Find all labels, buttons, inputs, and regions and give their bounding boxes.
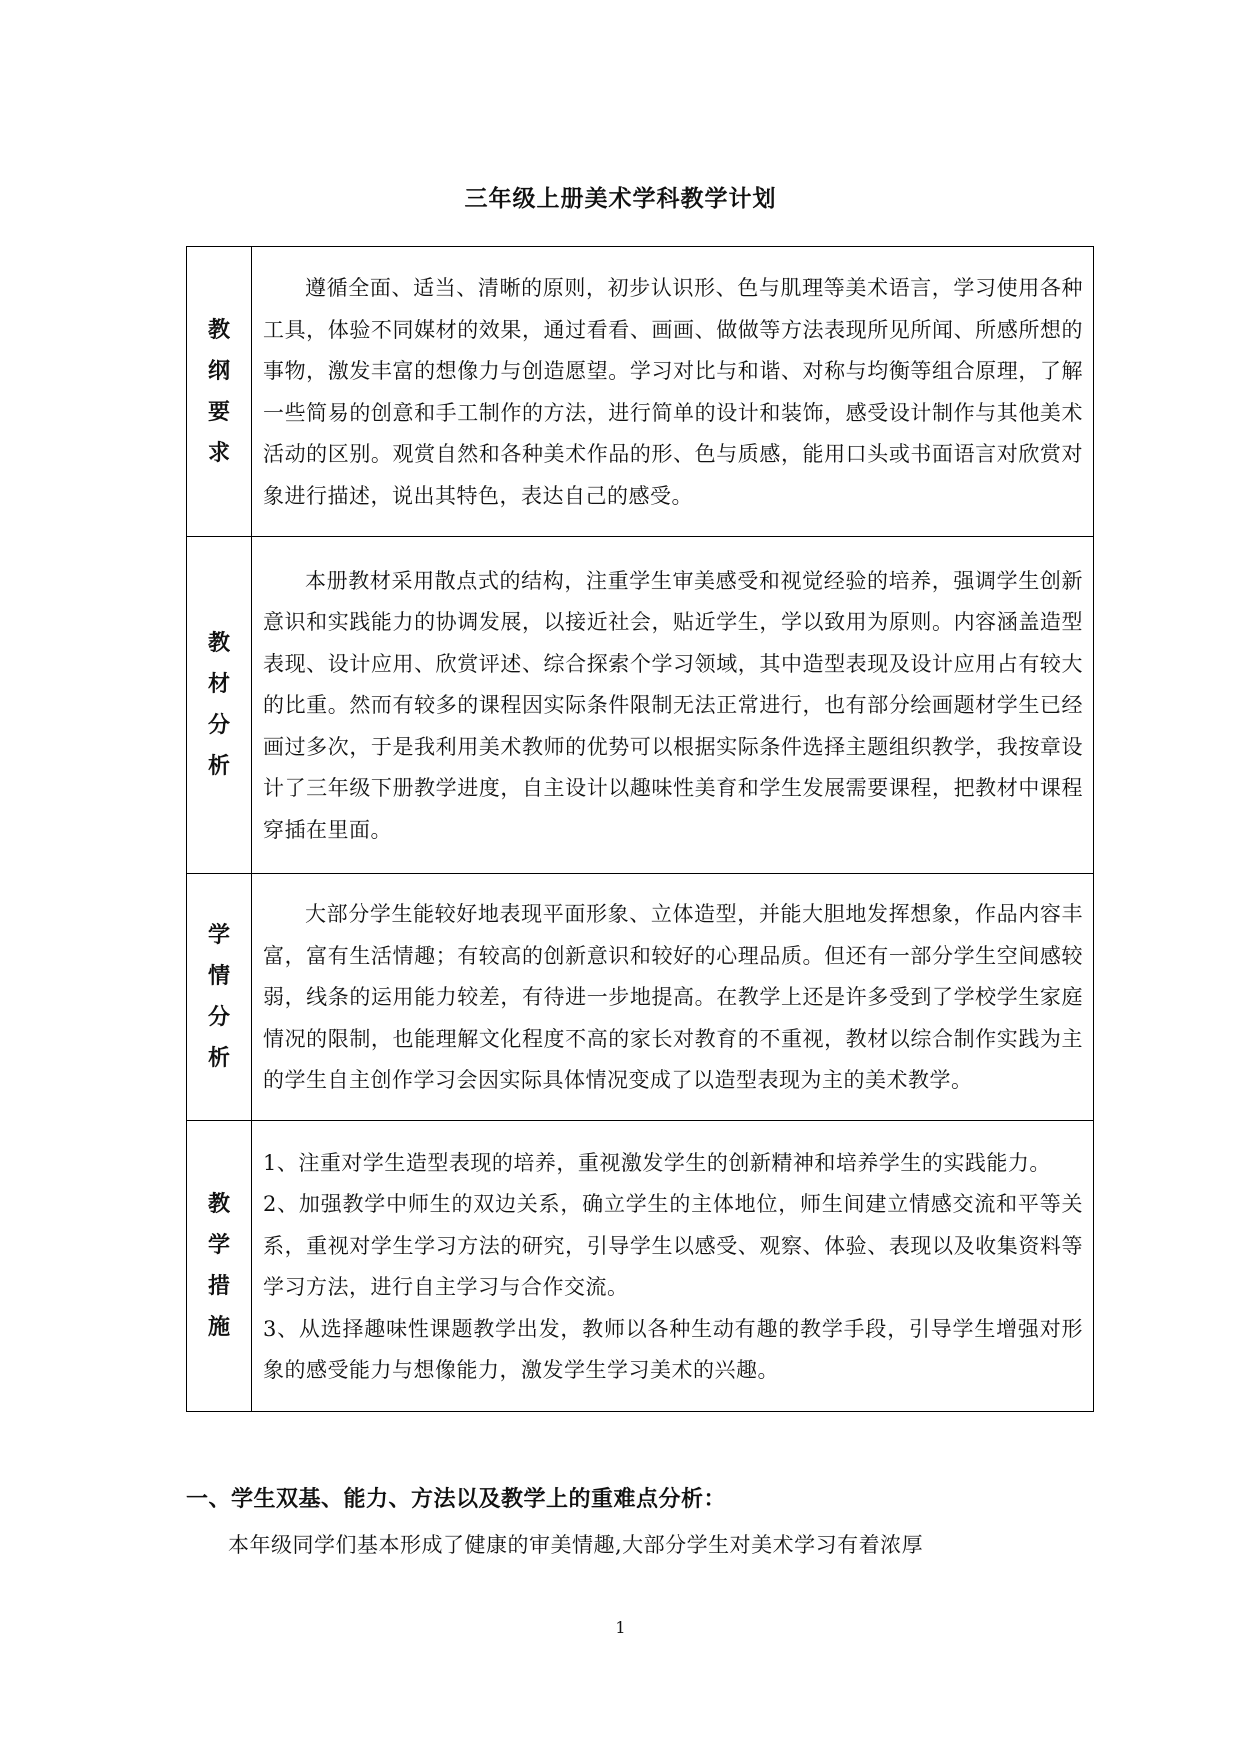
label-char: 教	[207, 630, 230, 656]
paragraph: 本册教材采用散点式的结构，注重学生审美感受和视觉经验的培养，强调学生创新意识和实践能力的协调发展，以接近社会，贴近学生，学以致用为原则。内容涵盖造型表现、设计应用、欣赏评述、综合探索个学习领域，其中造型表现及设计应用占有较大的比重。然而有较多的课程因实际条件限制无法正常进行，也有部分绘画题材学生已经画过多次，于是我利用美术教师的优势可以根据实际条件选择主题组织教学，我按章设计了三年级下册教学进度，自主设计以趣味性美育和学生发展需要课程，把教材中课程穿插在里面。	[263, 568, 1083, 842]
list-item: 1、注重对学生造型表现的培养，重视激发学生的创新精神和培养学生的实践能力。	[263, 1150, 1051, 1175]
label-char: 纲	[207, 357, 230, 384]
label-char: 析	[207, 753, 230, 779]
label-char: 教	[207, 1191, 230, 1217]
label-char: 措	[207, 1273, 230, 1299]
table-row-student-analysis	[187, 874, 1094, 1121]
label-char: 要	[207, 398, 230, 425]
label-char: 学	[207, 1232, 230, 1258]
row-content-student-analysis	[252, 874, 1094, 1121]
section-heading: 一、学生双基、能力、方法以及教学上的重难点分析：	[186, 1486, 727, 1512]
row-content-teaching-measures	[252, 1121, 1094, 1412]
label-char: 析	[207, 1045, 230, 1071]
section-paragraph: 本年级同学们基本形成了健康的审美情趣,大部分学生对美术学习有着浓厚	[228, 1533, 924, 1557]
label-char: 情	[207, 963, 230, 989]
label-char: 分	[207, 712, 230, 738]
list-item: 2、加强教学中师生的双边关系，确立学生的主体地位，师生间建立情感交流和平等关系，重视对学生学习方法的研究，引导学生以感受、观察、体验、表现以及收集资料等学习方法，进行自主学习与合作交流。	[263, 1192, 1083, 1299]
row-label-syllabus	[187, 247, 252, 537]
paragraph: 大部分学生能较好地表现平面形象、立体造型，并能大胆地发挥想象，作品内容丰富，富有生活情趣；有较高的创新意识和较好的心理品质。但还有一部分学生空间感较弱，线条的运用能力较差，有待进一步地提高。在教学上还是许多受到了学校学生家庭情况的限制，也能理解文化程度不高的家长对教育的不重视，教材以综合制作实践为主的学生自主创作学习会因实际具体情况变成了以造型表现为主的美术教学。	[263, 902, 1083, 1093]
page-number: 1	[615, 1618, 626, 1637]
table-row-syllabus	[187, 247, 1094, 537]
list-item: 3、从选择趣味性课题教学出发，教师以各种生动有趣的教学手段，引导学生增强对形象的感受能力与想像能力，激发学生学习美术的兴趣。	[263, 1316, 1083, 1382]
table-row-textbook-analysis	[187, 537, 1094, 874]
page-title: 三年级上册美术学科教学计划	[464, 185, 777, 212]
label-char: 求	[207, 439, 230, 466]
row-content-syllabus	[252, 247, 1094, 537]
label-char: 分	[207, 1004, 230, 1030]
table-row-teaching-measures	[187, 1121, 1094, 1412]
row-label-teaching-measures	[187, 1121, 252, 1412]
row-label-student-analysis	[187, 874, 252, 1121]
row-content-textbook-analysis	[252, 537, 1094, 874]
label-char: 教	[207, 316, 230, 343]
label-char: 材	[207, 671, 230, 697]
paragraph: 遵循全面、适当、清晰的原则，初步认识形、色与肌理等美术语言，学习使用各种工具，体验不同媒材的效果，通过看看、画画、做做等方法表现所见所闻、所感所想的事物，激发丰富的想像力与创造愿望。学习对比与和谐、对称与均衡等组合原理，了解一些简易的创意和手工制作的方法，进行简单的设计和装饰，感受设计制作与其他美术活动的区别。观赏自然和各种美术作品的形、色与质感，能用口头或书面语言对欣赏对象进行描述，说出其特色，表达自己的感受。	[263, 276, 1083, 508]
label-char: 施	[207, 1314, 230, 1340]
teaching-plan-table	[186, 246, 1094, 1412]
label-char: 学	[207, 922, 230, 948]
row-label-textbook-analysis	[187, 537, 252, 874]
